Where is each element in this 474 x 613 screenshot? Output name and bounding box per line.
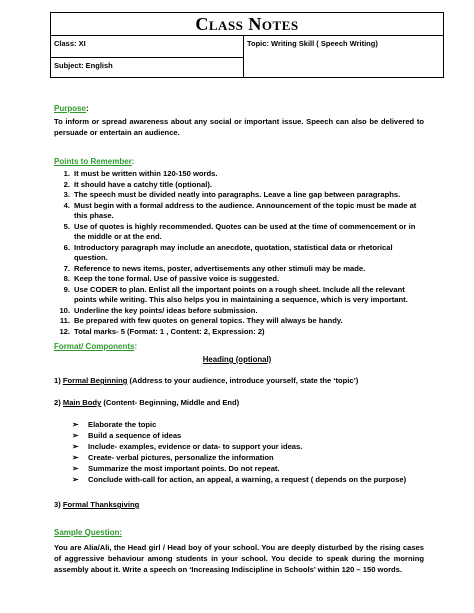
formal-beginning-line: 1) Formal Beginning (Address to your audience, introduce yourself, state the ‘topic’) [54,376,359,385]
list-item: ➢ Conclude with-call for action, an appeal, a warning, a request ( depends on the purpose) [72,475,407,484]
arrow-bullet-icon: ➢ [72,475,79,484]
list-item: ➢ Build a sequence of ideas [72,431,182,440]
list-item: 4. Must begin with a formal address to the audience. Announcement of the topic must be made at this phase. [63,200,417,220]
thanksgiving-label: Formal Thanksgiving [62,500,140,509]
purpose-heading: Purpose: [54,104,89,113]
main-body-line: 2) Main Body (Content- Beginning, Middle and End) [54,398,240,407]
points-heading: Points to Remember: [54,157,135,166]
subject-cell: Subject: English [51,58,244,78]
list-item: 8. Keep the tone formal. Use of passive voice is suggested. [63,274,280,283]
arrow-bullet-icon: ➢ [72,431,79,440]
list-item: 2. It should have a catchy title (optional). [63,179,212,189]
header-table [50,35,444,78]
page-title: Class Notes [50,12,444,35]
sample-text: You are Alia/Ali, the Head girl / Head boy of your school. You are deeply disturbed by the rising cases of aggressive behaviour among students in your school. You decide to speak during the morning assembly about it. Write a speech on ‘Increasing Indiscipline in Schools’ within 120 – 150 words. [54,543,424,574]
list-item: 5. Use of quotes is highly recommended. Quotes can be used at the time of commencement or in the middle or at the end. [63,221,416,241]
arrow-bullet-icon: ➢ [72,420,79,429]
points-list [54,169,420,337]
main-body-label: Main Body [62,398,102,407]
list-item: 9. Use CODER to plan. Enlist all the important points on a rough sheet. Include all the relevant points while writing. This also helps you in maintaining a sequence, which is very important. [63,284,408,304]
list-item: 1. It must be written within 120-150 words. [63,169,218,178]
list-item: ➢ Elaborate the topic [72,420,157,429]
topic-cell: Topic: Writing Skill ( Speech Writing) [244,36,444,78]
arrow-bullet-icon: ➢ [72,442,79,451]
arrow-bullet-icon: ➢ [72,464,79,473]
sample-heading: Sample Question: [54,528,123,537]
main-body-bullets [72,419,432,485]
purpose-text: To inform or spread awareness about any social or important issue. Speech can also be delivered to persuade or entertain an audience. [54,117,424,137]
list-item: 3. The speech must be divided neatly into paragraphs. Leave a line gap between paragraphs. [63,190,401,199]
formal-beginning-label: Formal Beginning [62,376,128,385]
list-item: 10. Underline the key points/ ideas before submission. [59,305,258,315]
heading-optional: Heading (optional) [202,355,272,364]
list-item: ➢ Include- examples, evidence or data- to support your ideas. [72,442,303,451]
format-heading: Format/ Components: [54,342,138,351]
class-cell: Class: XI [51,36,244,58]
list-item: 11. Be prepared with few quotes on general topics. They will always be handy. [59,316,343,325]
list-item: 7. Reference to news items, poster, advertisements any other stimuli may be made. [63,263,366,273]
arrow-bullet-icon: ➢ [72,453,79,462]
list-item: ➢ Create- verbal pictures, personalize the information [72,453,274,462]
list-item: 6. Introductory paragraph may include an anecdote, quotation, statistical data or rhetorical question. [63,242,393,262]
thanksgiving-line: 3) Formal Thanksgiving [54,500,140,509]
list-item: ➢ Summarize the most important points. Do not repeat. [72,464,280,473]
list-item: 12. Total marks- 5 (Format: 1 , Content: 2, Expression: 2) [59,326,265,336]
